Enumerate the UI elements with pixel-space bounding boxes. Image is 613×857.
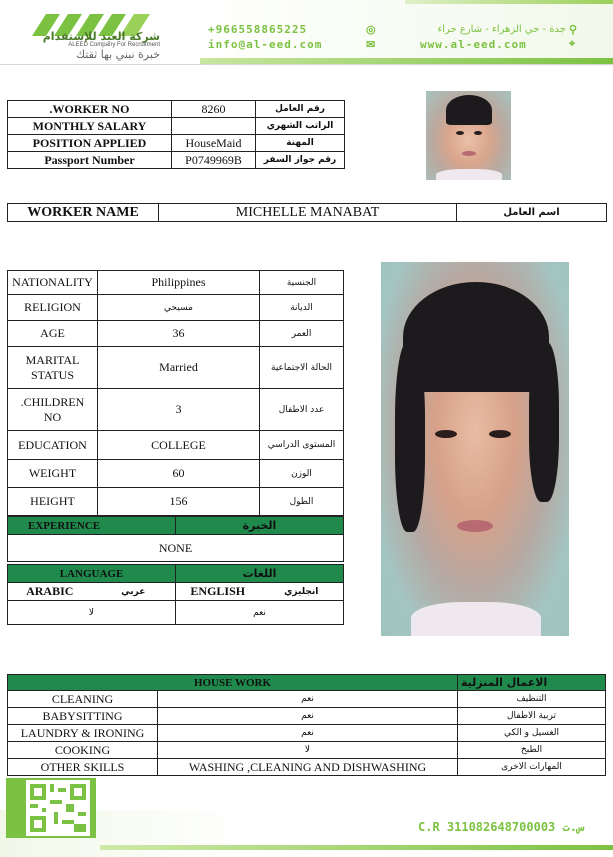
language-english-label-ar: انجليزي	[260, 583, 344, 601]
company-name-english: ALEED Company For Recruitment	[68, 42, 160, 48]
location-pin-icon: ⚲	[569, 24, 578, 36]
company-slogan: خبرة نبني بها ثقتك	[75, 48, 160, 61]
summary-label-ar: المهنة	[256, 135, 345, 152]
address: جدة - حي الزهراء - شارع حراء	[437, 24, 566, 35]
housework-value: نعم	[158, 708, 458, 725]
table-row	[8, 601, 344, 625]
housework-label-ar: الطبخ	[458, 742, 606, 759]
housework-label: LAUNDRY & IRONING	[8, 725, 158, 742]
summary-label: MONTHLY SALARY	[8, 118, 172, 135]
summary-value: P0749969B	[172, 152, 256, 169]
summary-label: POSITION APPLIED	[8, 135, 172, 152]
table-row	[8, 118, 345, 135]
table-row	[8, 583, 344, 601]
detail-label: MARITAL STATUS	[8, 347, 98, 389]
summary-table	[7, 100, 345, 169]
detail-value: 156	[98, 488, 260, 516]
detail-label-ar: الطول	[260, 488, 344, 516]
detail-label-ar: عدد الاطفال	[260, 389, 344, 431]
detail-label: AGE	[8, 321, 98, 347]
detail-value: 3	[98, 389, 260, 431]
summary-label-ar: الراتب الشهري	[256, 118, 345, 135]
language-arabic-label-ar: عربي	[92, 583, 176, 601]
table-row	[8, 488, 344, 516]
housework-value: نعم	[158, 691, 458, 708]
housework-label-ar: المهارات الاخرى	[458, 759, 606, 776]
worker-photo-large	[381, 262, 569, 636]
experience-header-ar: الخبرة	[176, 517, 344, 535]
housework-value: لا	[158, 742, 458, 759]
summary-value: 8260	[172, 101, 256, 118]
housework-label-ar: تربية الاطفال	[458, 708, 606, 725]
table-row	[8, 675, 606, 691]
housework-label: BABYSITTING	[8, 708, 158, 725]
worker-name-label: WORKER NAME	[8, 204, 159, 222]
detail-label-ar: الجنسية	[260, 271, 344, 295]
footer-line	[100, 845, 613, 850]
table-row	[8, 135, 345, 152]
summary-label-ar: رقم العامل	[256, 101, 345, 118]
website[interactable]: www.al-eed.com	[420, 38, 527, 51]
table-row	[8, 708, 606, 725]
table-row	[8, 431, 344, 460]
detail-value: 36	[98, 321, 260, 347]
summary-label: Passport Number	[8, 152, 172, 169]
worker-name-table	[7, 203, 607, 222]
summary-label-ar: رقم جواز السفر	[256, 152, 345, 169]
detail-value: 60	[98, 460, 260, 488]
detail-label: HEIGHT	[8, 488, 98, 516]
header-stripe	[405, 0, 613, 4]
table-row	[8, 271, 344, 295]
table-row	[8, 204, 607, 222]
detail-label-ar: الديانة	[260, 295, 344, 321]
detail-label: WEIGHT	[8, 460, 98, 488]
language-english-label: ENGLISH	[176, 583, 260, 601]
summary-value	[172, 118, 256, 135]
housework-label: CLEANING	[8, 691, 158, 708]
worker-name-label-ar: اسم العامل	[457, 204, 607, 222]
table-row	[8, 460, 344, 488]
whatsapp-icon: ◎	[366, 24, 376, 36]
experience-value: NONE	[8, 535, 344, 562]
table-row	[8, 152, 345, 169]
language-header-ar: اللغات	[176, 565, 344, 583]
language-arabic-label: ARABIC	[8, 583, 92, 601]
experience-table	[7, 516, 344, 562]
detail-label-ar: الحالة الاجتماعية	[260, 347, 344, 389]
detail-label-ar: المستوى الدراسي	[260, 431, 344, 460]
detail-label: NATIONALITY	[8, 271, 98, 295]
table-row	[8, 742, 606, 759]
commercial-registration: C.R 311082648700003 س.ت	[418, 820, 585, 834]
detail-value: Philippines	[98, 271, 260, 295]
table-row	[8, 321, 344, 347]
housework-label: COOKING	[8, 742, 158, 759]
company-name-arabic: شركة العيد للإستقدام	[42, 30, 160, 43]
table-row	[8, 565, 344, 583]
table-row	[8, 691, 606, 708]
housework-label: OTHER SKILLS	[8, 759, 158, 776]
detail-label-ar: العمر	[260, 321, 344, 347]
summary-value: HouseMaid	[172, 135, 256, 152]
language-arabic-value: لا	[8, 601, 176, 625]
housework-label-ar: الغسيل و الكي	[458, 725, 606, 742]
housework-value: نعم	[158, 725, 458, 742]
globe-icon: ⌖	[569, 38, 576, 50]
language-header: LANGUAGE	[8, 565, 176, 583]
email[interactable]: info@al-eed.com	[208, 38, 323, 51]
header-divider	[0, 64, 613, 65]
detail-label: RELIGION	[8, 295, 98, 321]
table-row	[8, 759, 606, 776]
housework-header-ar: الاعمال المنزلية	[458, 675, 606, 691]
housework-table	[7, 674, 606, 776]
qr-code-icon[interactable]	[26, 780, 90, 836]
table-row	[8, 101, 345, 118]
detail-label-ar: الوزن	[260, 460, 344, 488]
summary-label: .WORKER NO	[8, 101, 172, 118]
table-row	[8, 535, 344, 562]
detail-value: COLLEGE	[98, 431, 260, 460]
housework-header: HOUSE WORK	[8, 675, 458, 691]
language-english-value: نعم	[176, 601, 344, 625]
table-row	[8, 295, 344, 321]
detail-label: .CHILDREN NO	[8, 389, 98, 431]
table-row	[8, 389, 344, 431]
detail-value: Married	[98, 347, 260, 389]
table-row	[8, 517, 344, 535]
worker-name-value: MICHELLE MANABAT	[159, 204, 457, 222]
housework-value: WASHING ,CLEANING AND DISHWASHING	[158, 759, 458, 776]
table-row	[8, 347, 344, 389]
language-table	[7, 564, 344, 625]
experience-header: EXPERIENCE	[8, 517, 176, 535]
detail-value: مسيحي	[98, 295, 260, 321]
housework-label-ar: التنظيف	[458, 691, 606, 708]
table-row	[8, 725, 606, 742]
phone-number[interactable]: +966558865225	[208, 23, 308, 36]
details-table	[7, 270, 344, 516]
detail-label: EDUCATION	[8, 431, 98, 460]
email-icon: ✉	[366, 39, 376, 51]
worker-photo-small	[426, 91, 511, 180]
